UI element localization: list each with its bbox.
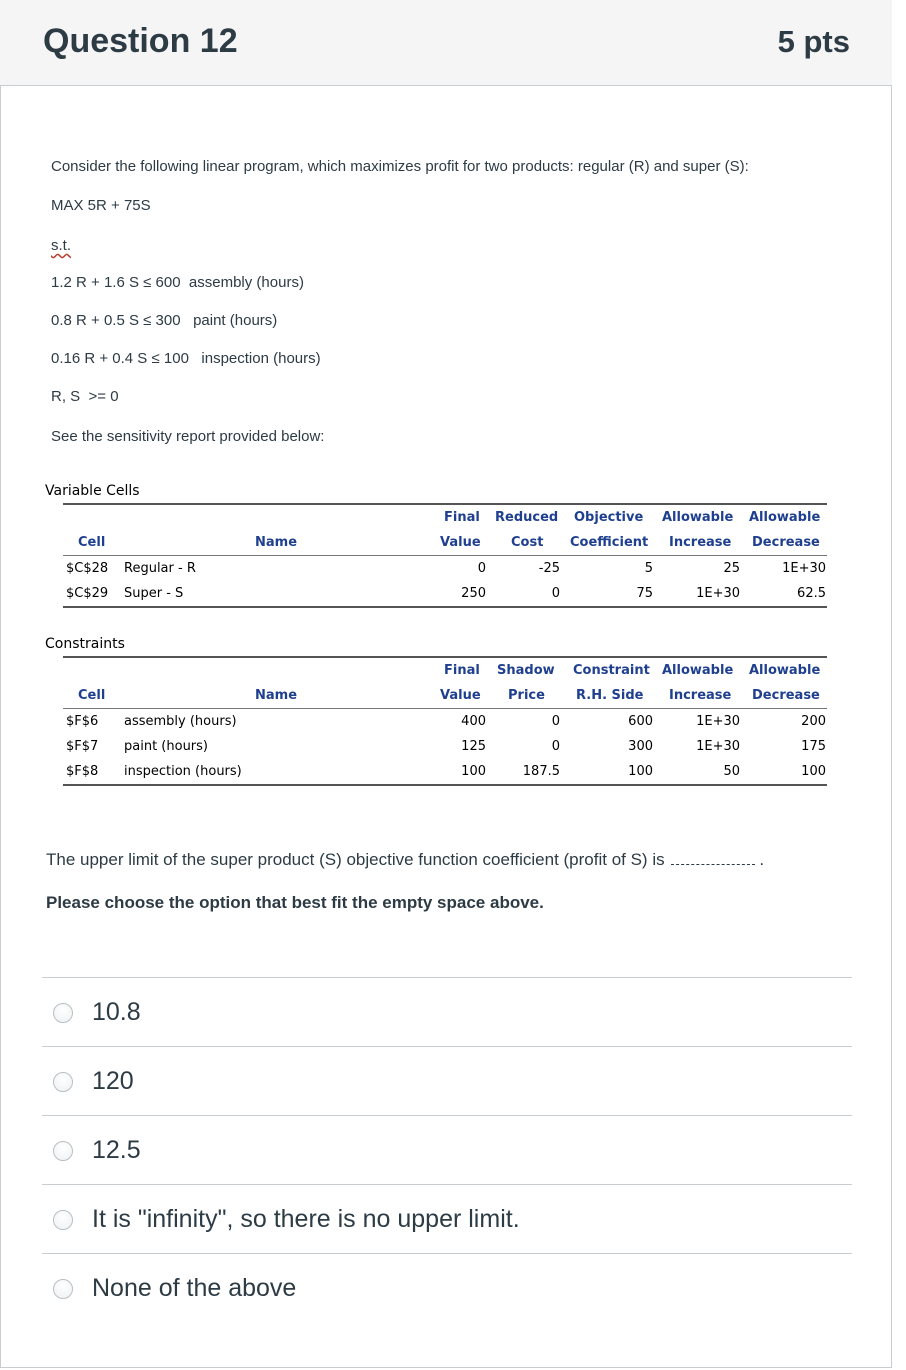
sensitivity-intro: See the sensitivity report provided below: [51, 428, 325, 445]
answer-option[interactable] [42, 977, 852, 1046]
table-cell: 250 [461, 586, 486, 601]
col-header: Decrease [752, 688, 820, 703]
col-header: Price [508, 688, 545, 703]
table-rule [63, 606, 827, 608]
col-header: Allowable [662, 663, 734, 678]
col-header: Increase [669, 535, 732, 550]
question-text [46, 850, 764, 870]
col-header-name: Name [255, 535, 298, 550]
constraint-paint: 0.8 R + 0.5 S ≤ 300 paint (hours) [51, 312, 278, 329]
question-header [0, 0, 892, 86]
constraint-nonnegativity: R, S >= 0 [51, 388, 119, 405]
radio-button[interactable] [53, 1279, 73, 1299]
table-cell: 50 [723, 764, 740, 779]
objective-function: MAX 5R + 75S [51, 197, 151, 214]
answer-option[interactable] [42, 1184, 852, 1253]
col-header: Increase [669, 688, 732, 703]
table-cell: 1E+30 [696, 739, 740, 754]
constraint-assembly: 1.2 R + 1.6 S ≤ 600 assembly (hours) [51, 274, 304, 291]
table-cell: $F$7 [66, 739, 99, 754]
col-header: Cost [511, 535, 544, 550]
table-cell: 100 [461, 764, 486, 779]
table-cell: assembly (hours) [124, 714, 237, 729]
table-cell: 100 [628, 764, 653, 779]
question-instruction: Please choose the option that best fit the empty space above. [46, 893, 544, 912]
col-header: Final [444, 510, 480, 525]
answer-option[interactable] [42, 1253, 852, 1322]
table-cell: 175 [801, 739, 826, 754]
table-cell: 25 [723, 561, 740, 576]
table-cell: 125 [461, 739, 486, 754]
col-header: Value [440, 535, 481, 550]
table-cell: 200 [801, 714, 826, 729]
col-header: Allowable [749, 663, 821, 678]
table-cell: 1E+30 [696, 586, 740, 601]
radio-button[interactable] [53, 1210, 73, 1230]
answer-list [42, 977, 852, 1322]
table-cell: 187.5 [522, 764, 560, 779]
col-header: Objective [574, 510, 644, 525]
table-cell: 600 [628, 714, 653, 729]
table-cell: $C$28 [66, 561, 109, 576]
col-header: Constraint [573, 663, 650, 678]
table-cell: -25 [538, 561, 560, 576]
table-cell: 0 [551, 714, 560, 729]
col-header: Allowable [662, 510, 734, 525]
table-cell: paint (hours) [124, 739, 208, 754]
col-header: Allowable [749, 510, 821, 525]
question-points: 5 pts [777, 24, 850, 59]
table-cell: inspection (hours) [124, 764, 242, 779]
constraint-inspection: 0.16 R + 0.4 S ≤ 100 inspection (hours) [51, 350, 321, 367]
table-rule [63, 656, 827, 658]
table-rule [63, 784, 827, 786]
question-title: Question 12 [43, 22, 238, 60]
answer-label[interactable]: It is "infinity", so there is no upper limit. [92, 1205, 520, 1233]
table-cell: Regular - R [124, 561, 196, 576]
table-cell: 62.5 [797, 586, 826, 601]
col-header-name: Name [255, 688, 298, 703]
table-cell: 1E+30 [696, 714, 740, 729]
col-header-cell: Cell [78, 688, 106, 703]
table-cell: 0 [477, 561, 486, 576]
col-header: Decrease [752, 535, 820, 550]
table-rule [63, 503, 827, 505]
question-period: . [759, 850, 765, 869]
table-cell: 300 [628, 739, 653, 754]
answer-label[interactable]: 10.8 [92, 998, 141, 1026]
blank-space [671, 864, 755, 865]
table-cell: 5 [644, 561, 653, 576]
answer-option[interactable] [42, 1046, 852, 1115]
table-rule [63, 555, 827, 556]
problem-intro: Consider the following linear program, which maximizes profit for two products: regular (R) and super (S): [51, 158, 749, 175]
table-rule [63, 708, 827, 709]
col-header: Final [444, 663, 480, 678]
table-cell: 0 [551, 586, 560, 601]
col-header: Shadow [497, 663, 555, 678]
subject-to-label: s.t. [51, 237, 72, 254]
table-cell: 1E+30 [782, 561, 826, 576]
table-cell: 100 [801, 764, 826, 779]
table-cell: $F$8 [66, 764, 99, 779]
table-cell: $F$6 [66, 714, 99, 729]
answer-label[interactable]: None of the above [92, 1274, 297, 1302]
constraints-title: Constraints [45, 636, 125, 652]
variable-cells-title: Variable Cells [45, 483, 140, 499]
col-header-cell: Cell [78, 535, 106, 550]
col-header: Value [440, 688, 481, 703]
table-cell: 0 [551, 739, 560, 754]
radio-button[interactable] [53, 1141, 73, 1161]
radio-button[interactable] [53, 1072, 73, 1092]
answer-option[interactable] [42, 1115, 852, 1184]
col-header: Reduced [495, 510, 559, 525]
col-header: Coefficient [570, 535, 649, 550]
answer-label[interactable]: 120 [92, 1067, 134, 1095]
table-cell: $C$29 [66, 586, 109, 601]
table-cell: 400 [461, 714, 486, 729]
question-sentence: The upper limit of the super product (S) objective function coefficient (profit of S) is [46, 850, 665, 869]
answer-label[interactable]: 12.5 [92, 1136, 141, 1164]
col-header: R.H. Side [576, 688, 644, 703]
table-cell: Super - S [124, 586, 184, 601]
table-cell: 75 [636, 586, 653, 601]
radio-button[interactable] [53, 1003, 73, 1023]
